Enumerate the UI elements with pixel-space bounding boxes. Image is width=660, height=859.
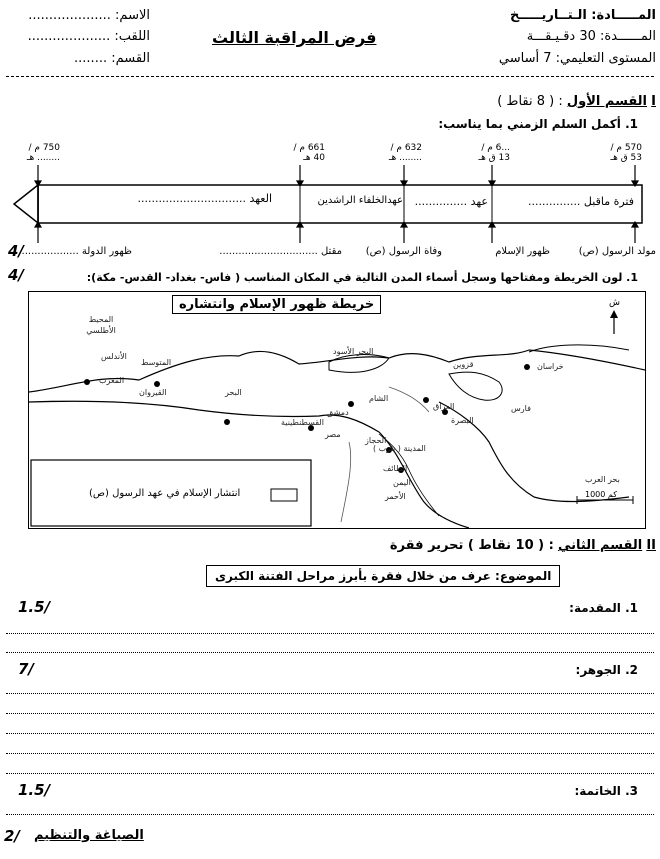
tick-570: 570 م / 53 ق هـ (610, 143, 642, 163)
answer-line[interactable] (6, 753, 654, 754)
subject: المـــــادة: الـتــاريـــــخ (509, 8, 656, 23)
intro-label: 1. المقدمة: (569, 601, 638, 615)
conclusion-label: 3. الخاتمة: (574, 784, 638, 798)
map-label: البصرة (451, 416, 474, 425)
map-north-label: ش (609, 298, 620, 308)
section1-title: القسم الأول (566, 94, 648, 109)
header-divider (6, 76, 654, 77)
period-4[interactable]: العهد ............................... (137, 192, 272, 205)
timeline-arrow (14, 185, 38, 223)
page-title: فرض المراقبة الثالث (212, 28, 377, 47)
event-islam-appearance: ظهور الإسلام (495, 246, 550, 257)
tick-610: ...6 م / 13 ق هـ (478, 143, 510, 163)
section2-heading (390, 538, 656, 553)
event-prophet-birth: مولد الرسول (ص) (578, 246, 656, 257)
section2-title: القسم الثاني (557, 538, 643, 553)
section1-heading (497, 94, 656, 109)
map-label: العراق (433, 402, 455, 411)
map-label: المغرب (99, 376, 125, 385)
surname-field[interactable]: اللقب: .................... (27, 29, 150, 44)
map-label: الأحمر (385, 492, 406, 501)
map-legend-text: انتشار الإسلام في عهد الرسول (ص) (89, 488, 241, 499)
body-mark: 7/ (18, 660, 34, 678)
period-pre-islam[interactable]: فترة ماقبل ............... (527, 195, 634, 208)
map-label: البحر (225, 388, 242, 397)
period-2[interactable]: عهد ............... (414, 195, 488, 208)
map-label: الطائف (383, 464, 408, 473)
map-label: الأندلس (101, 352, 127, 361)
name-field[interactable]: الاسم: .................... (28, 8, 150, 23)
event-prophet-death: وفاة الرسول (ص) (365, 246, 442, 257)
intro-mark: 1.5/ (18, 598, 51, 616)
map-label: البحر الأسود (333, 347, 374, 356)
section1-number: I (651, 94, 656, 109)
map-label: فارس (511, 404, 531, 413)
answer-line[interactable] (6, 814, 654, 815)
tick-661: 661 م / 40 هـ (293, 143, 325, 163)
map-frame (28, 291, 646, 529)
map-label: قزوين (453, 360, 474, 369)
style-label: الصياغة والتنظيم (34, 828, 144, 843)
timeline-mark: 4/ (8, 242, 24, 260)
map-label: مصر (325, 430, 341, 439)
map-scale-label: 1000 كم (585, 490, 618, 499)
map-label: الحجاز (365, 436, 387, 445)
answer-line[interactable] (6, 733, 654, 734)
map-label: المتوسط (141, 358, 172, 367)
section1-points: : ( 8 نقاط ) (497, 94, 563, 109)
section2-points: : ( 10 نقاط ) تحرير فقرة (389, 538, 554, 553)
level: المستوى التعليمي: 7 أساسي (498, 51, 656, 66)
answer-line[interactable] (6, 652, 654, 653)
answer-line[interactable] (6, 713, 654, 714)
map-label: المحيط الأطلسي (86, 315, 116, 335)
map-label: دمشق (327, 408, 349, 417)
map-label: المدينة ( يثرب ) (373, 444, 426, 453)
question-timeline: 1. أكمل السلم الزمني بما يناسب: (438, 117, 638, 131)
section2-number: II (646, 538, 656, 553)
style-mark: 2/ (4, 827, 20, 845)
event-killing[interactable]: مقتل ............................... (219, 246, 342, 257)
essay-topic: الموضوع: عرف من خلال فقرة بأبرز مراحل الفتنة الكبرى (206, 565, 560, 587)
map-mark: 4/ (8, 266, 24, 284)
period-rashidun: عهدالخلفاء الراشدين (317, 195, 403, 206)
map-label: خراسان (537, 362, 564, 371)
map-title: خريطة ظهور الإسلام وانتشاره (172, 295, 381, 314)
answer-line[interactable] (6, 773, 654, 774)
class-field[interactable]: القسم: ........ (74, 51, 150, 66)
tick-750: 750 م / ........ هـ (26, 143, 60, 163)
answer-line[interactable] (6, 633, 654, 634)
conclusion-mark: 1.5/ (18, 781, 51, 799)
map-label: بحر العرب (585, 475, 620, 484)
map-label: القيروان (139, 388, 167, 397)
tick-632: 632 م / ........ هـ (388, 143, 422, 163)
event-state-appearance[interactable]: ظهور الدولة ................... (18, 246, 132, 257)
question-map: 1. لون الخريطة ومفتاحها وسجل أسماء المدن التالية في المكان المناسب ( فاس- بغداد- القدس- مكة): (86, 271, 638, 284)
map-label: القسطنطينية (281, 418, 324, 427)
answer-line[interactable] (6, 693, 654, 694)
map-label: الشام (369, 394, 389, 403)
map-label: اليمن (393, 478, 411, 487)
duration: المــــــدة: 30 دقـيـقـــة (526, 29, 656, 44)
body-label: 2. الجوهر: (575, 663, 638, 677)
